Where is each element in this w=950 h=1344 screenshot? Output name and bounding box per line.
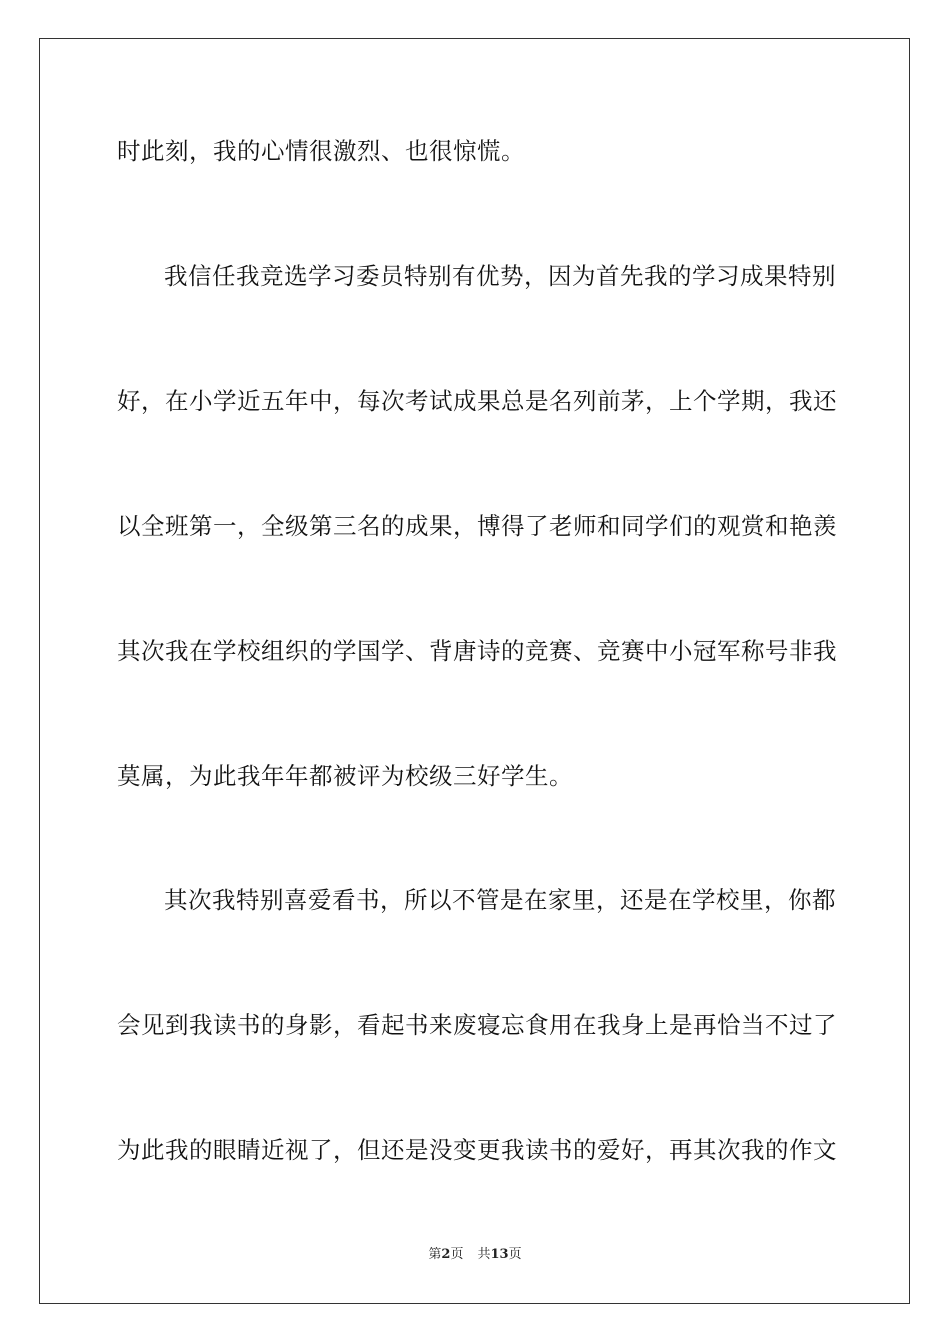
text-line-8: 会见到我读书的身影，看起书来废寝忘食用在我身上是再恰当不过了 — [117, 1011, 837, 1039]
text-line-4: 以全班第一，全级第三名的成果，博得了老师和同学们的观赏和艳羡 — [117, 512, 837, 540]
text-line-7: 其次我特别喜爱看书，所以不管是在家里，还是在学校里，你都 — [164, 886, 836, 914]
text-line-2: 我信任我竞选学习委员特别有优势，因为首先我的学习成果特别 — [164, 262, 836, 290]
text-line-5: 其次我在学校组织的学国学、背唐诗的竞赛、竞赛中小冠军称号非我 — [117, 637, 837, 665]
page-number: 2 — [441, 1247, 451, 1262]
page-prefix: 第 — [428, 1247, 442, 1262]
total-prefix: 共 — [477, 1247, 491, 1262]
text-line-1: 时此刻，我的心情很激烈、也很惊慌。 — [117, 137, 525, 165]
text-line-3: 好，在小学近五年中，每次考试成果总是名列前茅，上个学期，我还 — [117, 387, 837, 415]
text-line-9: 为此我的眼睛近视了，但还是没变更我读书的爱好，再其次我的作文 — [117, 1136, 837, 1164]
page-border — [39, 38, 910, 1304]
page-suffix: 页 — [450, 1247, 464, 1262]
text-line-6: 莫属，为此我年年都被评为校级三好学生。 — [117, 762, 573, 790]
page-footer — [0, 1246, 950, 1264]
total-pages: 13 — [490, 1247, 509, 1262]
total-suffix: 页 — [508, 1247, 522, 1262]
